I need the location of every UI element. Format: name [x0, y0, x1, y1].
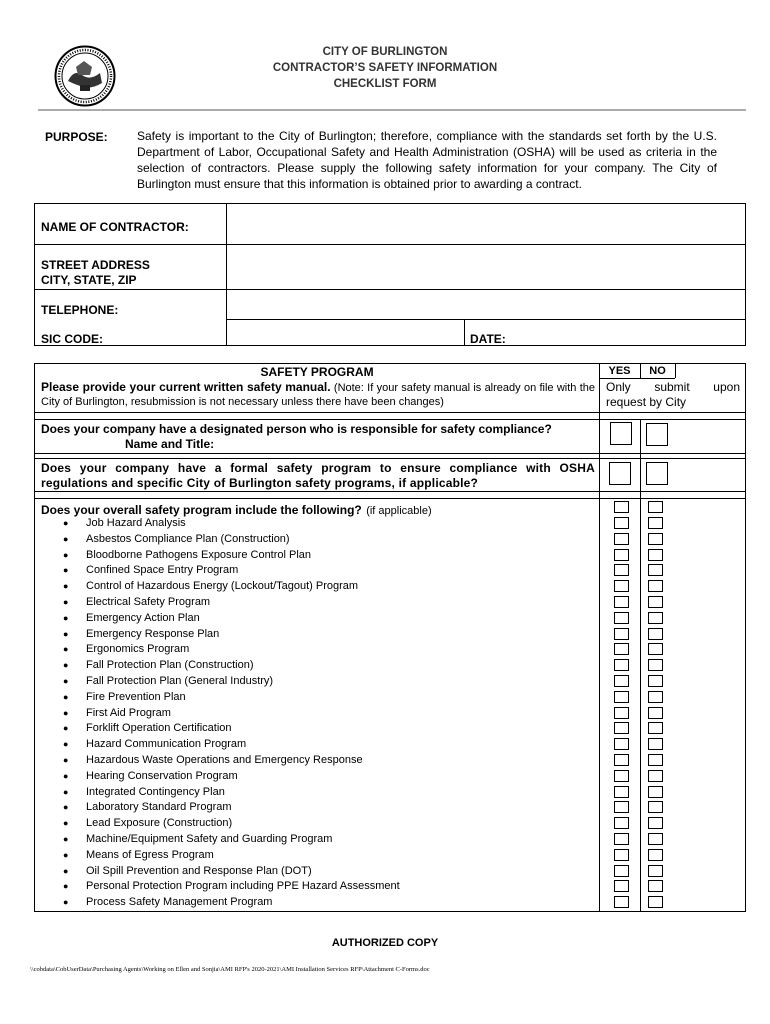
no-header: NO — [649, 365, 666, 377]
formal-program-question: Does your company have a formal safety program to ensure compliance with OSHA regulations and specific City of Burlington safety programs, if applicable? — [41, 461, 595, 490]
header-divider — [38, 109, 746, 111]
program-item — [35, 815, 599, 831]
bullet-icon: ● — [63, 691, 69, 702]
overall-question: Does your overall safety program include the following? — [41, 503, 362, 517]
city-state-zip-label: CITY, STATE, ZIP — [41, 273, 137, 287]
program-item-no-checkbox[interactable] — [648, 675, 663, 687]
bullet-icon: ● — [63, 849, 69, 860]
program-item-yes-checkbox[interactable] — [614, 896, 629, 908]
program-item-no-checkbox[interactable] — [648, 722, 663, 734]
bullet-icon: ● — [63, 676, 69, 686]
bullet-icon: ● — [63, 802, 69, 813]
contractor-info-table — [34, 203, 746, 346]
bullet-icon: ● — [63, 612, 69, 623]
program-item-no-checkbox[interactable] — [648, 754, 663, 766]
header-line-1: CITY OF BURLINGTON — [322, 46, 448, 58]
program-item-yes-checkbox[interactable] — [614, 659, 629, 671]
program-item — [35, 784, 599, 800]
purpose-label: PURPOSE: — [45, 130, 108, 144]
program-item-no-checkbox[interactable] — [648, 896, 663, 908]
manual-note: (Note: If your safety manual is already on file with the City of Burlington, resubmission is not necessary unless there have been changes) — [41, 382, 596, 408]
program-item-yes-checkbox[interactable] — [614, 549, 629, 561]
program-item-yes-checkbox[interactable] — [614, 722, 629, 734]
program-item-no-checkbox[interactable] — [648, 580, 663, 592]
program-item — [35, 547, 599, 563]
program-item-yes-checkbox[interactable] — [614, 691, 629, 703]
bullet-icon: ● — [63, 770, 69, 781]
program-item-no-checkbox[interactable] — [648, 770, 663, 782]
program-item — [35, 831, 599, 847]
telephone-field[interactable] — [228, 291, 744, 318]
formal-program-yes-checkbox[interactable] — [609, 462, 631, 485]
program-item-label: Emergency Action Plan — [86, 611, 200, 624]
program-item — [35, 641, 599, 657]
program-item-label: Fire Prevention Plan — [86, 690, 186, 703]
yes-header: YES — [608, 365, 631, 377]
program-item-yes-checkbox[interactable] — [614, 786, 629, 798]
program-item-no-checkbox[interactable] — [648, 533, 663, 545]
program-item — [35, 594, 599, 610]
program-item-no-checkbox[interactable] — [648, 817, 663, 829]
safety-program-title: SAFETY PROGRAM — [260, 365, 374, 379]
program-item-no-checkbox[interactable] — [648, 659, 663, 671]
program-item — [35, 626, 599, 642]
program-item — [35, 768, 599, 784]
program-item-yes-checkbox[interactable] — [614, 801, 629, 813]
street-address-label: STREET ADDRESS — [41, 258, 150, 272]
program-item-label: Hearing Conservation Program — [86, 769, 238, 782]
program-item — [35, 752, 599, 768]
program-item-no-checkbox[interactable] — [648, 564, 663, 576]
bullet-icon: ● — [63, 881, 69, 892]
program-item-no-checkbox[interactable] — [648, 849, 663, 861]
designated-question: Does your company have a designated person who is responsible for safety compliance? — [41, 422, 552, 436]
program-item-no-checkbox[interactable] — [648, 549, 663, 561]
bullet-icon: ● — [63, 834, 69, 844]
formal-program-no-checkbox[interactable] — [646, 462, 668, 485]
program-item-yes-checkbox[interactable] — [614, 738, 629, 750]
manual-request — [41, 380, 595, 409]
bullet-icon: ● — [63, 533, 69, 544]
program-item-label: Process Safety Management Program — [86, 896, 273, 909]
program-item — [35, 531, 599, 547]
program-item-label: Fall Protection Plan (General Industry) — [86, 675, 274, 687]
program-item-no-checkbox[interactable] — [648, 643, 663, 655]
program-item-yes-checkbox[interactable] — [614, 596, 629, 608]
program-item-no-checkbox[interactable] — [648, 865, 663, 877]
program-item — [35, 578, 599, 594]
bullet-icon: ● — [63, 818, 69, 829]
bullet-icon: ● — [63, 518, 69, 528]
bullet-icon: ● — [63, 644, 69, 655]
program-item-yes-checkbox[interactable] — [614, 849, 629, 861]
program-item-label: First Aid Program — [86, 706, 171, 719]
program-item-no-checkbox[interactable] — [648, 801, 663, 813]
program-item-label: Forklift Operation Certification — [86, 722, 232, 735]
address-field[interactable] — [228, 246, 744, 288]
program-item — [35, 720, 599, 736]
program-item-no-checkbox[interactable] — [648, 517, 663, 529]
program-item-no-checkbox[interactable] — [648, 833, 663, 845]
program-item-label: Confined Space Entry Program — [86, 564, 239, 577]
program-item-label: Oil Spill Prevention and Response Plan (DOT) — [86, 864, 312, 877]
program-item-label: Lead Exposure (Construction) — [86, 817, 233, 830]
program-item-yes-checkbox[interactable] — [614, 580, 629, 592]
bullet-icon: ● — [63, 628, 69, 639]
program-item-label: Fall Protection Plan (Construction) — [86, 659, 254, 672]
purpose-text: Safety is important to the City of Burlington; therefore, compliance with the standards set forth by the U.S. Department of Labor, Occupational Safety and Health Administration (OSHA) will be used as criteria in the selection of contractors. Please supply the following safety information for your company. The City of Burlington must ensure that this information is obtained prior to awarding a contract. — [137, 129, 717, 191]
bullet-icon: ● — [63, 865, 69, 876]
manual-question: Please provide your current written safety manual. — [41, 380, 331, 394]
header-line-2: CONTRACTOR’S SAFETY INFORMATION — [272, 62, 498, 74]
date-label: DATE: — [470, 332, 506, 346]
program-item — [35, 799, 599, 815]
overall-yes-checkbox[interactable] — [614, 501, 629, 513]
program-item — [35, 863, 599, 879]
program-item — [35, 878, 599, 894]
authorized-copy: AUTHORIZED COPY — [331, 937, 439, 949]
program-item-yes-checkbox[interactable] — [614, 533, 629, 545]
bullet-icon: ● — [63, 723, 69, 734]
designated-yes-checkbox[interactable] — [610, 422, 632, 445]
file-path: \\cobdata\CobUserData\Purchasing Agents\Working on Ellen and Sonjia\AMI RFP's 2020-2021\AMI Installation Services RFP\Attachment C-Forms.doc — [30, 966, 430, 973]
program-item-yes-checkbox[interactable] — [614, 628, 629, 640]
program-item-label: Emergency Response Plan — [86, 627, 220, 640]
designated-no-checkbox[interactable] — [646, 423, 668, 446]
program-item-yes-checkbox[interactable] — [614, 564, 629, 576]
program-item-no-checkbox[interactable] — [648, 691, 663, 703]
bullet-icon: ● — [63, 707, 69, 718]
program-item-label: Hazard Communication Program — [86, 738, 247, 751]
program-item-no-checkbox[interactable] — [648, 880, 663, 892]
manual-answer: Only submit upon request by City — [606, 380, 740, 409]
safety-program-table — [34, 363, 746, 912]
program-item-yes-checkbox[interactable] — [614, 643, 629, 655]
program-item-no-checkbox[interactable] — [648, 738, 663, 750]
program-item — [35, 657, 599, 673]
program-item-yes-checkbox[interactable] — [614, 770, 629, 782]
program-item — [35, 894, 599, 910]
program-item — [35, 515, 599, 531]
program-item-label: Electrical Safety Program — [86, 596, 211, 608]
header-line-3: CHECKLIST FORM — [333, 78, 437, 90]
program-item-label: Control of Hazardous Energy (Lockout/Tagout) Program — [86, 580, 359, 593]
program-item-no-checkbox[interactable] — [648, 707, 663, 719]
program-item-label: Hazardous Waste Operations and Emergency Response — [86, 754, 363, 766]
program-item — [35, 736, 599, 752]
program-item-no-checkbox[interactable] — [648, 596, 663, 608]
program-item-label: Integrated Contingency Plan — [86, 785, 225, 798]
overall-no-checkbox[interactable] — [648, 501, 663, 513]
designated-name-title: Name and Title: — [125, 437, 215, 451]
program-item-yes-checkbox[interactable] — [614, 817, 629, 829]
program-item — [35, 705, 599, 721]
program-item — [35, 847, 599, 863]
program-item — [35, 562, 599, 578]
bullet-icon: ● — [63, 581, 69, 592]
program-item-yes-checkbox[interactable] — [614, 833, 629, 845]
program-item-no-checkbox[interactable] — [648, 786, 663, 798]
contractor-name-label: NAME OF CONTRACTOR: — [41, 220, 189, 234]
program-item-yes-checkbox[interactable] — [614, 880, 629, 892]
overall-note: (if applicable) — [366, 505, 432, 517]
program-item-yes-checkbox[interactable] — [614, 707, 629, 719]
program-item-label: Ergonomics Program — [86, 643, 190, 656]
sic-code-field[interactable] — [228, 321, 462, 344]
program-item — [35, 610, 599, 626]
bullet-icon: ● — [63, 597, 69, 607]
bullet-icon: ● — [63, 660, 69, 671]
program-item-label: Bloodborne Pathogens Exposure Control Plan — [86, 548, 312, 561]
program-item-yes-checkbox[interactable] — [614, 675, 629, 687]
program-item-no-checkbox[interactable] — [648, 628, 663, 640]
program-item — [35, 673, 599, 689]
sic-code-label: SIC CODE: — [41, 332, 104, 346]
program-item-no-checkbox[interactable] — [648, 612, 663, 624]
program-item-yes-checkbox[interactable] — [614, 865, 629, 877]
bullet-icon: ● — [63, 549, 69, 560]
bullet-icon: ● — [63, 897, 69, 908]
program-item — [35, 689, 599, 705]
program-item-label: Asbestos Compliance Plan (Construction) — [86, 532, 290, 545]
program-item-label: Machine/Equipment Safety and Guarding Program — [86, 833, 333, 845]
program-item-yes-checkbox[interactable] — [614, 517, 629, 529]
program-item-label: Personal Protection Program including PPE Hazard Assessment — [86, 880, 400, 893]
bullet-icon: ● — [63, 786, 69, 797]
program-item-yes-checkbox[interactable] — [614, 612, 629, 624]
bullet-icon: ● — [63, 565, 69, 576]
date-field[interactable] — [510, 321, 744, 344]
program-item-yes-checkbox[interactable] — [614, 754, 629, 766]
program-item-label: Means of Egress Program — [86, 848, 214, 861]
telephone-label: TELEPHONE: — [41, 303, 119, 317]
contractor-name-field[interactable] — [228, 205, 744, 243]
bullet-icon: ● — [63, 755, 69, 765]
program-item-label: Job Hazard Analysis — [86, 517, 186, 529]
bullet-icon: ● — [63, 739, 69, 750]
program-item-label: Laboratory Standard Program — [86, 801, 232, 814]
